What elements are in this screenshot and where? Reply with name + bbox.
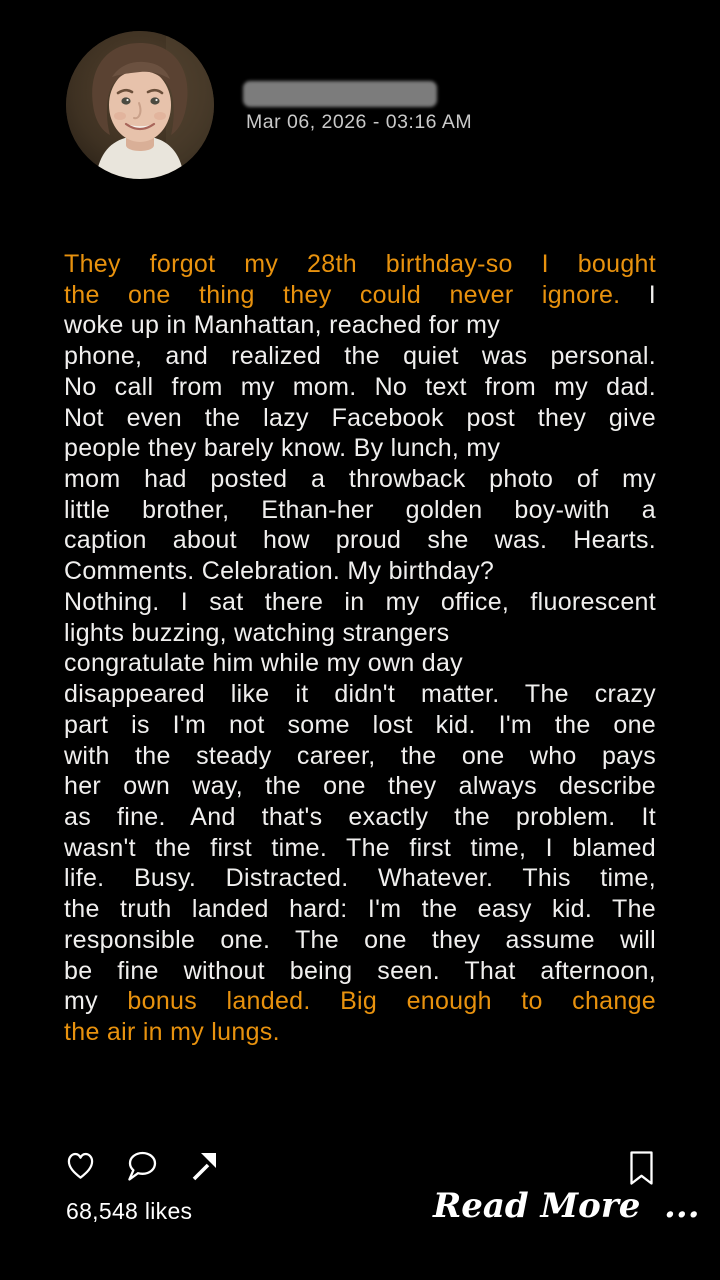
post-body <box>64 249 656 1048</box>
post-line: my bonus landed. Big enough to change <box>64 987 657 1016</box>
post-line: the truth landed hard: I'm the easy kid. The <box>64 895 656 924</box>
post-line: wasn't the first time. The first time, I blamed <box>64 833 656 862</box>
post-line: responsible one. The one they assume will <box>64 925 656 954</box>
post-timestamp: Mar 06, 2026 - 03:16 AM <box>246 111 473 133</box>
avatar-portrait-image <box>66 31 214 179</box>
post-line: Nothing. I sat there in my office, fluorescent <box>64 587 656 616</box>
post-line: life. Busy. Distracted. Whatever. This time, <box>64 864 656 893</box>
post-line: congratulate him while my own day <box>64 649 463 678</box>
likes-count[interactable]: 68,548 likes <box>66 1198 193 1224</box>
avatar[interactable] <box>66 31 214 179</box>
post-line: disappeared like it didn't matter. The crazy <box>64 680 656 709</box>
share-arrow-icon <box>189 1150 219 1184</box>
post-line: lights buzzing, watching strangers <box>64 618 450 647</box>
post-line: Comments. Celebration. My birthday? <box>64 557 495 586</box>
post-line: phone, and realized the quiet was personal. <box>64 342 656 371</box>
post-line: They forgot my 28th birthday-so I bought <box>64 250 656 278</box>
post-actions <box>66 1150 219 1184</box>
post-line: the air in my lungs. <box>64 1017 280 1046</box>
post-line: her own way, the one they always describe <box>64 772 656 801</box>
username-redacted-blur[interactable] <box>243 81 437 107</box>
post-line: the one thing they could never ignore. I <box>64 280 656 309</box>
post-line: with the steady career, the one who pays <box>64 741 656 770</box>
share-button[interactable] <box>189 1150 219 1184</box>
like-button[interactable] <box>66 1150 95 1184</box>
read-more-button[interactable]: Read More ... <box>433 1186 700 1226</box>
post-line: people they barely know. By lunch, my <box>64 434 501 463</box>
post-line: Not even the lazy Facebook post they give <box>64 403 656 432</box>
bookmark-icon <box>628 1150 655 1186</box>
heart-icon <box>66 1150 95 1184</box>
post-line: little brother, Ethan-her golden boy-with a <box>64 495 656 524</box>
post-line: as fine. And that's exactly the problem. It <box>64 802 656 831</box>
post-line: mom had posted a throwback photo of my <box>64 465 656 494</box>
post-line: part is I'm not some lost kid. I'm the one <box>64 710 656 739</box>
comment-button[interactable] <box>126 1150 158 1184</box>
post-line: No call from my mom. No text from my dad. <box>64 372 656 401</box>
comment-bubble-icon <box>126 1150 158 1184</box>
save-button[interactable] <box>628 1150 655 1186</box>
post-line: caption about how proud she was. Hearts. <box>64 526 656 555</box>
post-line: be fine without being seen. That afternoon, <box>64 956 656 985</box>
post-line: woke up in Manhattan, reached for my <box>64 311 501 340</box>
